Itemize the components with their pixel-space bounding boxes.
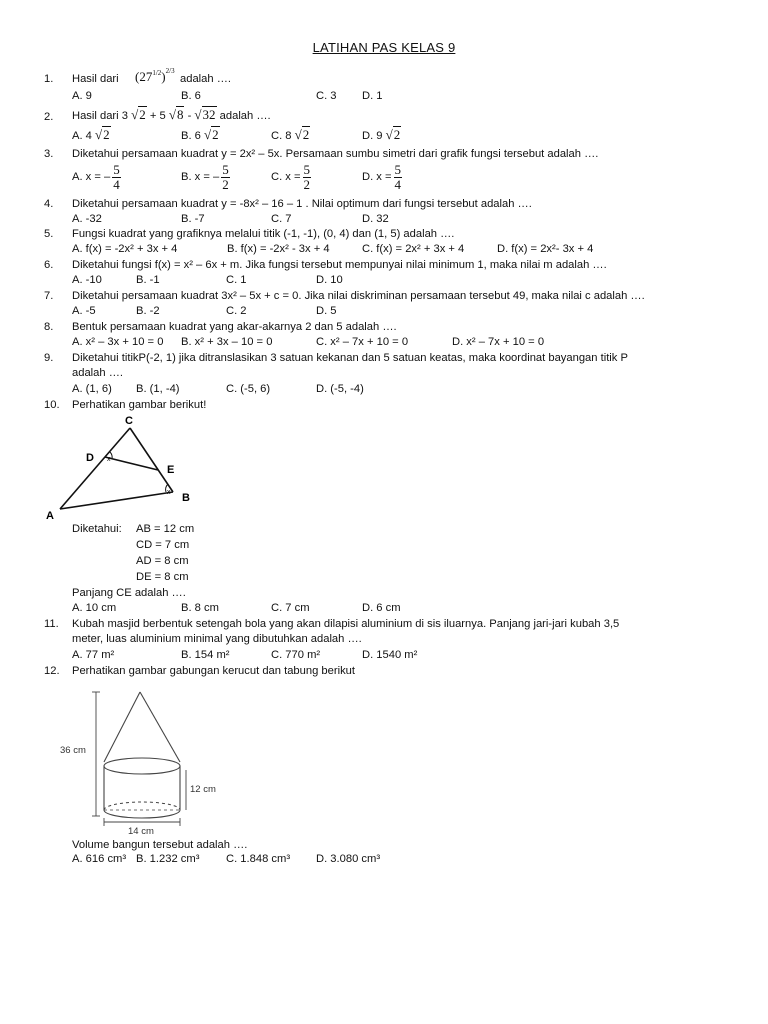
q5-option-a: A. f(x) = -2x² + 3x + 4 [72,243,178,255]
q1-inner-exponent: 1/2 [152,69,162,77]
q11-option-a: A. 77 m² [72,649,115,661]
q1-option-c: C. 3 [316,90,337,102]
q12-option-a: A. 616 cm³ [72,853,127,865]
q10-option-a: A. 10 cm [72,602,117,614]
q9-option-a: A. (1, 6) [72,383,112,395]
q10-option-b: B. 8 cm [181,602,219,614]
q3-option-b: B. x = – $\frac{5}{2}$ [181,161,229,192]
q9-option-d: D. (-5, -4) [316,383,364,395]
q6-number: 6. [44,259,54,271]
q10-given-cd: CD = 7 cm [136,539,190,551]
q12-option-c: C. 1.848 cm³ [226,853,291,865]
q2-suffix: adalah …. [219,110,271,122]
q6-option-d: D. 10 [316,274,343,286]
q5-option-d: D. f(x) = 2x²- 3x + 4 [497,243,594,255]
q10-option-d: D. 6 cm [362,602,401,614]
triangle-figure [40,412,210,524]
cone-cylinder-figure [56,688,246,836]
q5-option-b: B. f(x) = -2x² - 3x + 4 [227,243,330,255]
q3-number: 3. [44,148,54,160]
q12-number: 12. [44,665,60,677]
q7-question: Diketahui persamaan kuadrat 3x² – 5x + c = 0. Jika nilai diskriminan persamaan tersebut 49, maka nilai c adalah …. [72,290,645,302]
q2-option-c: C. 8 √2 [271,127,310,142]
q9-option-b: B. (1, -4) [136,383,180,395]
q8-option-d: D. x² – 7x + 10 = 0 [452,336,545,348]
q10-given-label: Diketahui: [72,523,122,535]
q4-question: Diketahui persamaan kuadrat y = -8x² – 16 – 1 . Nilai optimum dari fungsi tersebut adalah …. [72,198,532,210]
q5-option-c: C. f(x) = 2x² + 3x + 4 [362,243,465,255]
label-e: E [167,464,175,476]
q1-outer-exponent: 2/3 [165,67,175,75]
q11-option-d: D. 1540 m² [362,649,418,661]
q7-option-a: A. -5 [72,305,96,317]
q4-option-b: B. -7 [181,213,205,225]
q10-given-ad: AD = 8 cm [136,555,189,567]
q12-option-b: B. 1.232 cm³ [136,853,200,865]
q1-prefix: Hasil dari [72,73,119,85]
q4-option-c: C. 7 [271,213,292,225]
dim-height-label: 36 cm [60,745,86,756]
q1-base: (27 [135,69,153,84]
q6-option-b: B. -1 [136,274,160,286]
cone-right-edge [140,692,180,762]
q4-option-d: D. 32 [362,213,389,225]
q9-number: 9. [44,352,54,364]
q7-option-d: D. 5 [316,305,337,317]
q2-root-2: √8 [168,107,184,122]
q11-number: 11. [44,618,59,630]
q10-number: 10. [44,399,60,411]
q2-option-d: D. 9 √2 [362,127,401,142]
q8-option-a: A. x² – 3x + 10 = 0 [72,336,164,348]
q11-question-line-1: Kubah masjid berbentuk setengah bola yang akan dilapisi aluminium di sis iluarnya. Panjang jari-jari kubah 3,5 [72,618,620,630]
q3-option-d: D. x = $\frac{5}{4}$ [362,161,402,192]
q3-question: Diketahui persamaan kuadrat y = 2x² – 5x. Persamaan sumbu simetri dari grafik fungsi tersebut adalah …. [72,148,599,160]
q12-question: Perhatikan gambar gabungan kerucut dan tabung berikut [72,665,355,677]
label-d: D [86,452,94,464]
label-b: B [182,492,190,504]
q1-option-a: A. 9 [72,90,92,102]
q1-option-b: B. 6 [181,90,201,102]
q2-question [72,108,271,123]
angle-x-d: x [107,456,111,463]
q3-option-a: A. x = – $\frac{5}{4}$ [72,161,120,192]
line-ac [60,428,130,509]
q1-close: ) [161,69,166,84]
q2-mid-2: - [187,110,192,122]
cylinder-top-ellipse [104,758,180,774]
label-c: C [125,415,133,427]
q7-option-b: B. -2 [136,305,160,317]
q10-option-c: C. 7 cm [271,602,310,614]
q6-option-c: C. 1 [226,274,247,286]
q1-suffix: adalah …. [180,73,231,85]
q9-question-line-2: adalah …. [72,367,123,379]
q9-option-c: C. (-5, 6) [226,383,271,395]
q2-option-a: A. 4 √2 [72,127,110,142]
angle-x-b: x [167,489,171,496]
q7-number: 7. [44,290,54,302]
q11-question-line-2: meter, luas aluminium minimal yang dibutuhkan adalah …. [72,633,362,645]
q11-option-c: C. 770 m² [271,649,321,661]
q2-root-1: √2 [131,107,146,122]
line-cb [130,428,173,492]
q6-option-a: A. -10 [72,274,102,286]
dim-cylinder-label: 12 cm [190,784,216,795]
cylinder-bottom-back [104,802,180,810]
q3-option-c: C. x = $\frac{5}{2}$ [271,161,311,192]
q10-given-ab: AB = 12 cm [136,523,195,535]
label-a: A [46,510,54,522]
q8-option-b: B. x² + 3x – 10 = 0 [181,336,273,348]
q2-option-b: B. 6 √2 [181,127,219,142]
line-ab [60,492,173,509]
q4-option-a: A. -32 [72,213,102,225]
q2-number: 2. [44,111,54,123]
q5-question: Fungsi kuadrat yang grafiknya melalui titik (-1, -1), (0, 4) dan (1, 5) adalah …. [72,228,455,240]
q8-number: 8. [44,321,54,333]
q10-given-de: DE = 8 cm [136,571,189,583]
q10-ask: Panjang CE adalah …. [72,587,186,599]
q10-question: Perhatikan gambar berikut! [72,399,207,411]
q1-option-d: D. 1 [362,90,383,102]
q11-option-b: B. 154 m² [181,649,230,661]
q12-option-d: D. 3.080 cm³ [316,853,381,865]
q1-expression [135,67,175,84]
page-title: LATIHAN PAS KELAS 9 [312,40,456,55]
q1-number: 1. [44,73,54,85]
q9-question-line-1: Diketahui titikP(-2, 1) jika ditranslasikan 3 satuan kekanan dan 5 satuan keatas, maka koordinat bayangan titik P [72,352,628,364]
q4-number: 4. [44,198,54,210]
dim-diameter-label: 14 cm [128,826,154,836]
q12-ask: Volume bangun tersebut adalah …. [72,839,248,851]
q8-question: Bentuk persamaan kuadrat yang akar-akarnya 2 dan 5 adalah …. [72,321,397,333]
q2-mid-1: + 5 [149,110,166,122]
q5-number: 5. [44,228,54,240]
cylinder-bottom-front [104,810,180,818]
q2-prefix: Hasil dari 3 [72,110,128,122]
q8-option-c: C. x² – 7x + 10 = 0 [316,336,409,348]
q6-question: Diketahui fungsi f(x) = x² – 6x + m. Jika fungsi tersebut mempunyai nilai minimum 1, maka nilai m adalah …. [72,259,607,271]
q7-option-c: C. 2 [226,305,247,317]
cone-left-edge [104,692,140,762]
q2-root-3: √32 [194,107,216,122]
